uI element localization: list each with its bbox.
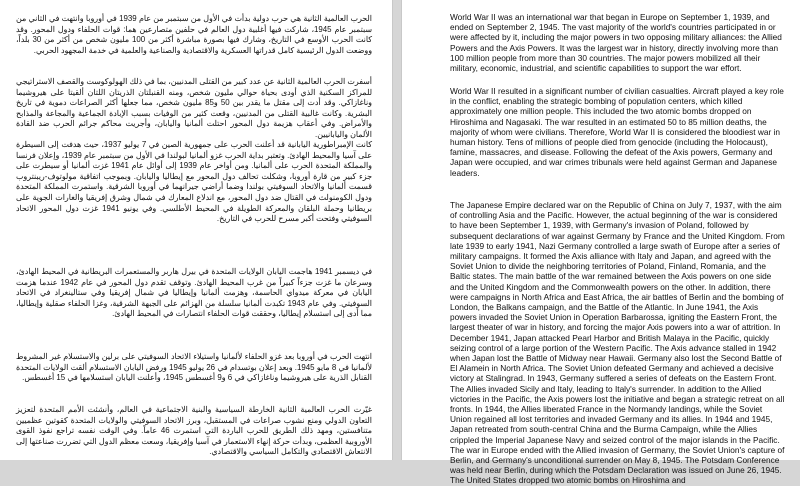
arabic-paragraph-2: أسفرت الحرب العالمية الثانية عن عدد كبير من القتلى المدنيين، بما في ذلك الهولوكوست والقصف الاستراتيجي للمراكز السكنية الذي أودى بحياة حوالي مليون شخص، ومنه القنبلتان الذريتان اللتان ألقيتا على هيروشيما وناغازاكي. وقد أدت إلى مقتل ما يقدر بين 50 و85 مليون شخص، مما جعلها أكثر الصراعات دموية في تاريخ البشرية. وكانت غالبية القتلى من المدنيين، وقعت كثير من الوفيات بسبب الإبادة الجماعية والمجاعة والمذابح والأمراض. وفي أعقاب هزيمة دول المحور احتلت ألمانيا واليابان، وأجريت محاكم جرائم الحرب ضد القادة الألمان واليابانيين. xyxy=(16,77,372,139)
arabic-paragraph-5: انتهت الحرب في أوروبا بعد غزو الحلفاء لألمانيا واستيلاء الاتحاد السوفيتي على برلين والاستسلام غير المشروط لألمانيا في 8 مايو 1945. وبعد إعلان بوتسدام في 26 يوليو 1945 ورفض اليابان الاستسلام ألقت الولايات المتحدة القنابل الذرية على هيروشيما وناغازاكي في 6 و9 أغسطس 1945، وأعلنت اليابان استسلامها في 15 أغسطس. xyxy=(16,352,372,383)
english-document-page xyxy=(401,0,800,486)
english-paragraph-3: The Japanese Empire declared war on the Republic of China on July 7, 1937, with the aim of controlling Asia and the Pacific. However, the actual beginning of the war is considered to have been September 1, 1939, with Germany's invasion of Poland, followed by subsequent declarations of war against Germany by France and the United Kingdom. From late 1939 to early 1941, Nazi Germany controlled a large swath of Europe after a series of military campaigns. It formed the Axis alliance with Italy and Japan, and agreed with the Soviet Union to divide the neighboring territories of Poland, Finland, Romania, and the Baltic states. The main battle of the war remained between the Axis powers on one side and the United Kingdom and the Commonwealth powers on the other. In addition, there were campaigns in North Africa and East Africa, the air battles of Berlin and the bombing of London, the Balkans campaign, and the Battle of the Atlantic. In June 1941, the Axis powers invaded the Soviet Union in Operation Barbarossa, igniting the Eastern Front, the largest theater of war in history, and forcing the major Axis powers into a war of attrition. In December 1941, Japan attacked Pearl Harbor and British Malaya in the Pacific, quickly seizing control of a large portion of the Western Pacific. The Axis advance stalled in 1942 when Japan lost the Battle of Midway near Hawaii. Germany also lost the Second Battle of El Alamein in North Africa. The Soviet Union defeated Germany and achieved a decisive victory at Stalingrad. In 1943, Germany suffered a series of defeats on the Eastern Front. The Allies invaded Sicily and Italy, leading to Italy's surrender. In addition to the Allied victories in the Pacific, the Axis powers lost the initiative and began a strategic retreat on all fronts. In 1944, the Allies liberated France in the Normandy landings, while the Soviet Union regained all lost territories and invaded Germany and its allies. In 1944 and 1945, Japan retreated from south-central China and the Burma Campaign, while the Allies crippled the Imperial Japanese Navy and seized control of the major islands in the Pacific. The war in Europe ended with the Allied invasion of Germany, the Soviet Union's capture of Berlin, and Germany's unconditional surrender on May 8, 1945. The Potsdam Conference was held near Berlin, during which the Potsdam Declaration was issued on June 26, 1945. The United States dropped two atomic bombs on Hiroshima and xyxy=(450,200,785,486)
arabic-paragraph-4: في ديسمبر 1941 هاجمت اليابان الولايات المتحدة في بيرل هاربر والمستعمرات البريطانية في المحيط الهادئ، وسرعان ما غزت جزءاً كبيراً من غرب المحيط الهادئ. وتوقف تقدم دول المحور في عام 1942 عندما هزمت اليابان في معركة ميدواي الحاسمة، وهزمت ألمانيا وإيطاليا في شمال إفريقيا وفي ستالينغراد في الاتحاد السوفيتي. وفي عام 1943 تكبدت ألمانيا سلسلة من الهزائم على الجبهة الشرقية، وغزا الحلفاء صقلية وإيطاليا، مما أدى إلى استسلام إيطاليا، وحققت قوات الحلفاء انتصارات في المحيط الهادئ. xyxy=(16,267,372,319)
arabic-document-page xyxy=(0,0,393,460)
english-paragraph-1: World War II was an international war that began in Europe on September 1, 1939, and ended on September 2, 1945. The vast majority of the world's countries participated in or were affected by it, including the major powers in two opposing military alliances: the Allied Powers and the Axis Powers. It was the largest war in history, directly involving more than 100 million people from more than 30 countries. The major powers mobilized all their military, economic, industrial, and scientific capabilities to support the war effort. xyxy=(450,12,782,74)
english-paragraph-2: World War II resulted in a significant number of civilian casualties. Aircraft played a key role in the conflict, enabling the strategic bombing of population centers, which killed approximately one million people. This included the two atomic bombs dropped on Hiroshima and Nagasaki. The war resulted in an estimated 50 to 85 million deaths, the majority of whom were civilians. Therefore, World War II is considered the bloodiest war in human history. Tens of millions of people died from genocide (including the Holocaust), famine, massacres, and disease. Following the defeat of the Axis powers, Germany and Japan were occupied, and war crimes tribunals were held against German and Japanese leaders. xyxy=(450,86,784,178)
arabic-paragraph-6: غيّرت الحرب العالمية الثانية الخارطة السياسية والبنية الاجتماعية في العالم، وأنشئت الأمم المتحدة لتعزيز التعاون الدولي ومنع نشوب صراعات في المستقبل، وبرز الاتحاد السوفيتي والولايات المتحدة كقوتين عظميين متنافستين، ومهد ذلك الطريق للحرب الباردة التي استمرت 46 عاماً. وفي الوقت نفسه تراجع نفوذ القوى الأوروبية العظمى، وبدأت حركة إنهاء الاستعمار في آسيا وإفريقيا، وسعت معظم الدول التي تضررت صناعتها إلى الانتعاش الاقتصادي والتكامل السياسي والاقتصادي. xyxy=(16,405,372,457)
arabic-paragraph-3: كانت الإمبراطورية اليابانية قد أعلنت الحرب على جمهورية الصين في 7 يوليو 1937، حيث هدفت إلى السيطرة على آسيا والمحيط الهادئ. وتعتبر بداية الحرب غزو ألمانيا لبولندا في الأول من سبتمبر عام 1939، وإعلان فرنسا والمملكة المتحدة الحرب على ألمانيا. ومن أواخر عام 1939 إلى أوائل عام 1941 غزت ألمانيا أو سيطرت على جزء كبير من قارة أوروبا، وشكلت تحالف دول المحور مع إيطاليا واليابان. وبموجب اتفاقية مولوتوف-ريبنتروب قسمت ألمانيا والاتحاد السوفيتي بولندا وضما أراضي جيرانهما في أوروبا الشرقية. واستمرت المملكة المتحدة ودول الكومنولث في القتال ضد دول المحور، مع اندلاع المعارك في شمال وشرق إفريقيا والغارات الجوية على بريطانيا وحملة البلقان والمعركة الطويلة في المحيط الأطلسي. وفي يونيو 1941 غزت دول المحور الاتحاد السوفيتي وفتحت أكبر مسرح للحرب في التاريخ. xyxy=(16,140,372,224)
arabic-paragraph-1: الحرب العالمية الثانية هي حرب دولية بدأت في الأول من سبتمبر من عام 1939 في أوروبا وانتهت في الثاني من سبتمبر عام 1945، شاركت فيها أغلبية دول العالم في حلفين متصارعين هما: قوات الحلفاء ودول المحور. وقد كانت الحرب الأوسع في التاريخ، وشارك فيها بصورة مباشرة أكثر من 100 مليون شخص من أكثر من 30 بلداً، ووضعت الدول الرئيسية كامل قدراتها العسكرية والاقتصادية والصناعية والعلمية في خدمة المجهود الحربي. xyxy=(16,14,372,55)
